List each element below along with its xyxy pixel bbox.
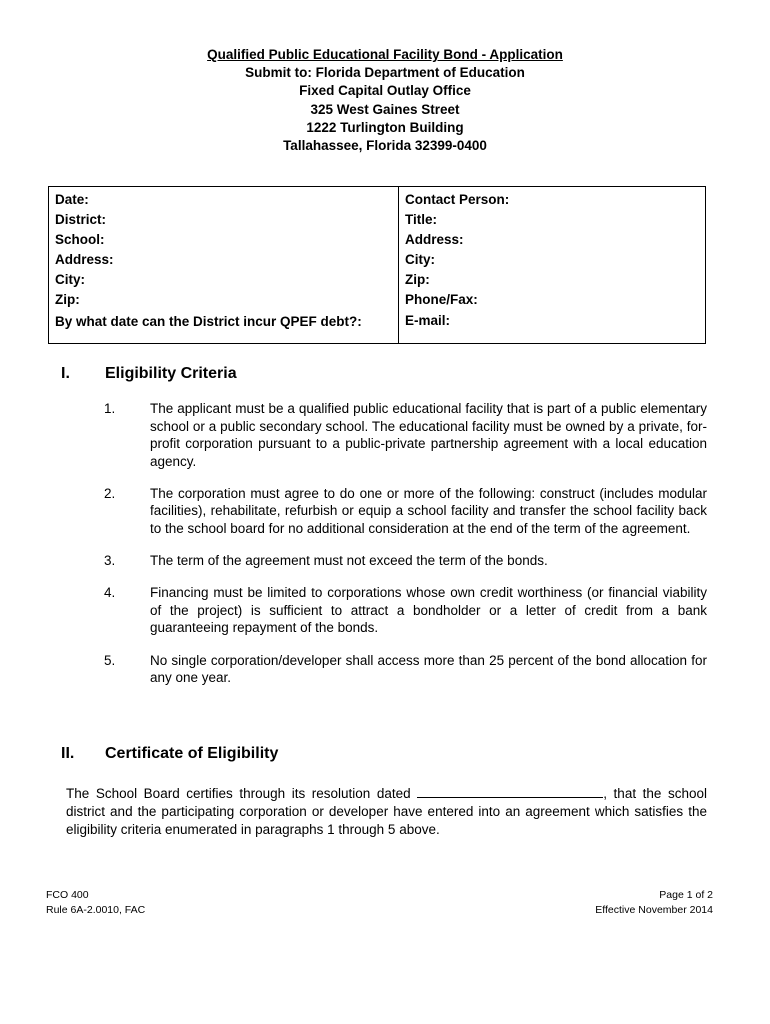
- date-field-label: Date:: [55, 192, 89, 207]
- footer-left: [46, 888, 145, 917]
- list-item-text: The corporation must agree to do one or more of the following: construct (includes modular facilities), rehabilitate, refurbish or equip a school facility and transfer the school facility back to the school board for no additional consideration at the end of the term of the agreement.: [150, 485, 707, 537]
- document-header: [0, 46, 770, 155]
- city-line: Tallahassee, Florida 32399-0400: [283, 138, 487, 154]
- certificate-text-start: The School Board certifies through its resolution dated: [66, 786, 418, 801]
- city-field-label: City:: [55, 272, 85, 288]
- list-item-number: 4.: [104, 585, 116, 601]
- district-field-label: District:: [55, 212, 107, 228]
- form-id: FCO 400: [46, 889, 89, 901]
- applicant-info-table: [48, 186, 706, 344]
- list-item: [104, 400, 707, 470]
- footer-right: [595, 888, 713, 917]
- office-line: Fixed Capital Outlay Office: [299, 83, 471, 99]
- street-line: 325 West Gaines Street: [310, 101, 460, 117]
- certificate-paragraph: [66, 785, 707, 840]
- contact-city-field-label: City:: [405, 252, 435, 268]
- list-item-text: The term of the agreement must not exceed the term of the bonds.: [150, 553, 548, 569]
- phone-fax-field-label: Phone/Fax:: [405, 292, 478, 308]
- building-line: 1222 Turlington Building: [306, 119, 464, 135]
- list-item: [104, 485, 707, 538]
- section-certificate-heading: [61, 745, 278, 763]
- certificate-text-end: , that the school district and the participating corporation or developer have entered into an agreement which satisfies the eligibility criteria enumerated in paragraphs 1 through 5 above.: [66, 786, 707, 838]
- zip-field-label: Zip:: [55, 292, 80, 308]
- document-title: Qualified Public Educational Facility Bond - Application: [207, 47, 563, 62]
- list-item-number: 1.: [104, 401, 116, 416]
- debt-date-field-label: By what date can the District incur QPEF debt?:: [55, 313, 362, 329]
- resolution-date-blank[interactable]: [417, 785, 603, 798]
- address-field-label: Address:: [55, 252, 114, 268]
- list-item-number: 5.: [104, 652, 116, 668]
- list-item-number: 3.: [104, 553, 116, 569]
- list-item: [104, 652, 707, 687]
- section-title: Eligibility Criteria: [105, 365, 237, 382]
- list-item-text: No single corporation/developer shall access more than 25 percent of the bond allocation for any one year.: [150, 652, 707, 686]
- effective-date: Effective November 2014: [595, 903, 713, 916]
- email-field-label: E-mail:: [405, 312, 451, 328]
- section-eligibility-heading: [61, 365, 237, 383]
- submit-to-line: Submit to: Florida Department of Education: [245, 65, 525, 81]
- contact-person-field-label: Contact Person:: [405, 192, 510, 207]
- title-field-label: Title:: [405, 212, 438, 228]
- list-item: [104, 552, 707, 570]
- rule-reference: Rule 6A-2.0010, FAC: [46, 903, 146, 916]
- list-item-number: 2.: [104, 485, 116, 501]
- section-number: I.: [61, 365, 70, 382]
- list-item-text: The applicant must be a qualified public educational facility that is part of a public elementary school or a public secondary school. The educational facility must be owned by a private, for-profit corporation pursuant to a public-private partnership agreement with a local education agency.: [150, 401, 707, 469]
- list-item-text: Financing must be limited to corporations whose own credit worthiness (or financial viability of the project) is sufficient to attract a bondholder or a letter of credit from a bank guaranteeing repayment of the bonds.: [150, 585, 707, 636]
- district-info-column: [49, 187, 399, 343]
- school-field-label: School:: [55, 232, 105, 248]
- eligibility-criteria-list: [104, 400, 707, 701]
- page-number: Page 1 of 2: [659, 889, 713, 901]
- section-title: Certificate of Eligibility: [105, 745, 279, 762]
- section-number: II.: [61, 745, 75, 762]
- contact-zip-field-label: Zip:: [405, 272, 430, 288]
- contact-info-column: [399, 187, 705, 343]
- list-item: [104, 584, 707, 637]
- contact-address-field-label: Address:: [405, 232, 464, 248]
